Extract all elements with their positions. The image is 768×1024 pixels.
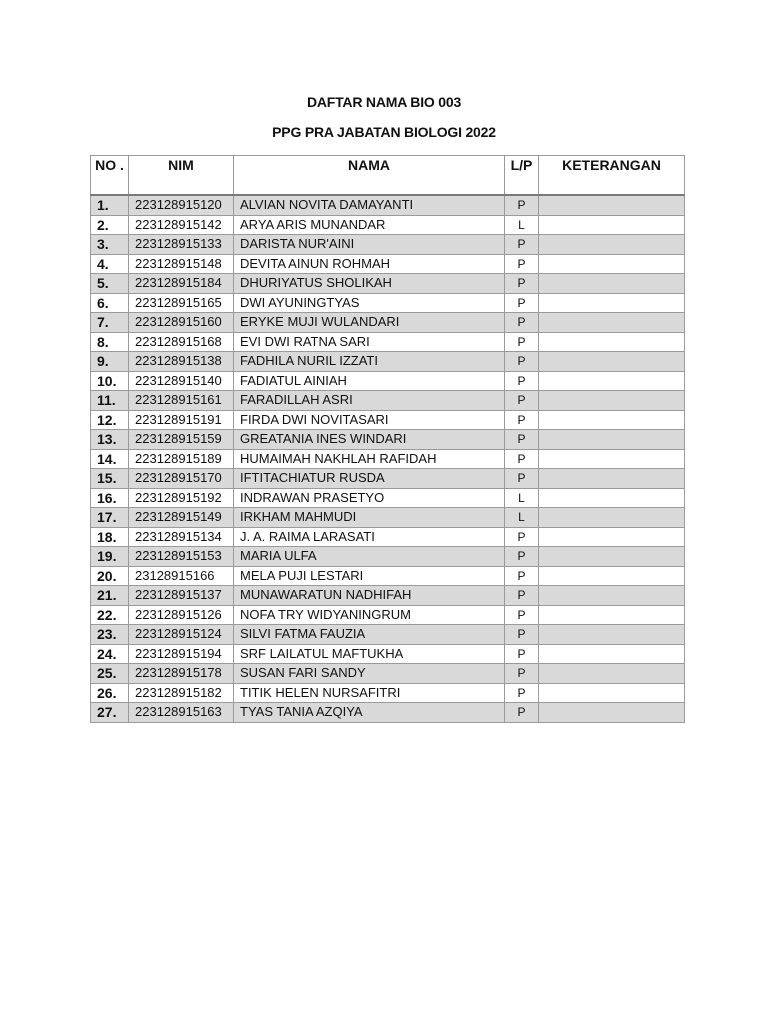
- student-gender: P: [505, 625, 539, 645]
- student-name: DHURIYATUS SHOLIKAH: [234, 274, 505, 294]
- row-number: 12.: [91, 410, 129, 430]
- student-remarks: [539, 371, 685, 391]
- table-row: [91, 274, 685, 294]
- student-remarks: [539, 508, 685, 528]
- row-number: 10.: [91, 371, 129, 391]
- student-name: SUSAN FARI SANDY: [234, 664, 505, 684]
- row-number: 27.: [91, 703, 129, 723]
- table-row: [91, 391, 685, 411]
- student-gender: L: [505, 488, 539, 508]
- student-gender: P: [505, 430, 539, 450]
- student-nim: 223128915137: [129, 586, 234, 606]
- student-nim: 223128915184: [129, 274, 234, 294]
- student-remarks: [539, 332, 685, 352]
- student-gender: P: [505, 410, 539, 430]
- table-row: [91, 547, 685, 567]
- header-nim: NIM: [129, 156, 234, 196]
- row-number: 11.: [91, 391, 129, 411]
- row-number: 5.: [91, 274, 129, 294]
- student-nim: 223128915140: [129, 371, 234, 391]
- student-gender: P: [505, 644, 539, 664]
- table-row: [91, 313, 685, 333]
- student-remarks: [539, 527, 685, 547]
- row-number: 19.: [91, 547, 129, 567]
- table-row: [91, 449, 685, 469]
- row-number: 1.: [91, 195, 129, 215]
- student-name: MARIA ULFA: [234, 547, 505, 567]
- table-row: [91, 293, 685, 313]
- student-remarks: [539, 683, 685, 703]
- student-nim: 223128915153: [129, 547, 234, 567]
- student-nim: 223128915160: [129, 313, 234, 333]
- table-row: [91, 254, 685, 274]
- table-row: [91, 703, 685, 723]
- student-name: HUMAIMAH NAKHLAH RAFIDAH: [234, 449, 505, 469]
- table-row: [91, 644, 685, 664]
- table-row: [91, 586, 685, 606]
- row-number: 17.: [91, 508, 129, 528]
- header-no: NO .: [91, 156, 129, 196]
- row-number: 8.: [91, 332, 129, 352]
- student-remarks: [539, 586, 685, 606]
- student-name: MELA PUJI LESTARI: [234, 566, 505, 586]
- table-row: [91, 469, 685, 489]
- row-number: 6.: [91, 293, 129, 313]
- student-remarks: [539, 430, 685, 450]
- student-remarks: [539, 293, 685, 313]
- row-number: 9.: [91, 352, 129, 372]
- student-gender: P: [505, 254, 539, 274]
- table-row: [91, 410, 685, 430]
- student-gender: P: [505, 527, 539, 547]
- student-remarks: [539, 605, 685, 625]
- table-row: [91, 488, 685, 508]
- row-number: 20.: [91, 566, 129, 586]
- student-nim: 223128915134: [129, 527, 234, 547]
- student-name: IRKHAM MAHMUDI: [234, 508, 505, 528]
- student-nim: 223128915149: [129, 508, 234, 528]
- student-name: INDRAWAN PRASETYO: [234, 488, 505, 508]
- student-remarks: [539, 664, 685, 684]
- student-name: EVI DWI RATNA SARI: [234, 332, 505, 352]
- table-row: [91, 332, 685, 352]
- student-remarks: [539, 274, 685, 294]
- student-nim: 223128915170: [129, 469, 234, 489]
- student-remarks: [539, 449, 685, 469]
- student-name: DWI AYUNINGTYAS: [234, 293, 505, 313]
- student-name: ALVIAN NOVITA DAMAYANTI: [234, 195, 505, 215]
- student-gender: P: [505, 391, 539, 411]
- student-gender: P: [505, 469, 539, 489]
- student-gender: P: [505, 547, 539, 567]
- student-name: ERYKE MUJI WULANDARI: [234, 313, 505, 333]
- student-nim: 223128915142: [129, 215, 234, 235]
- student-nim: 223128915163: [129, 703, 234, 723]
- student-gender: P: [505, 703, 539, 723]
- document-title: DAFTAR NAMA BIO 003: [306, 94, 462, 110]
- student-gender: P: [505, 235, 539, 255]
- student-remarks: [539, 566, 685, 586]
- student-gender: P: [505, 566, 539, 586]
- student-nim: 223128915126: [129, 605, 234, 625]
- student-nim: 223128915182: [129, 683, 234, 703]
- row-number: 13.: [91, 430, 129, 450]
- student-name: FARADILLAH ASRI: [234, 391, 505, 411]
- student-name: SILVI FATMA FAUZIA: [234, 625, 505, 645]
- student-nim: 223128915168: [129, 332, 234, 352]
- student-nim: 223128915124: [129, 625, 234, 645]
- student-gender: P: [505, 352, 539, 372]
- student-remarks: [539, 391, 685, 411]
- student-remarks: [539, 215, 685, 235]
- student-remarks: [539, 195, 685, 215]
- student-remarks: [539, 547, 685, 567]
- row-number: 15.: [91, 469, 129, 489]
- student-roster-table: [90, 155, 685, 723]
- student-nim: 223128915178: [129, 664, 234, 684]
- student-name: DARISTA NUR'AINI: [234, 235, 505, 255]
- row-number: 23.: [91, 625, 129, 645]
- row-number: 14.: [91, 449, 129, 469]
- table-row: [91, 508, 685, 528]
- student-remarks: [539, 625, 685, 645]
- student-gender: P: [505, 449, 539, 469]
- table-row: [91, 527, 685, 547]
- student-gender: P: [505, 605, 539, 625]
- student-name: ARYA ARIS MUNANDAR: [234, 215, 505, 235]
- row-number: 25.: [91, 664, 129, 684]
- student-remarks: [539, 254, 685, 274]
- student-gender: P: [505, 293, 539, 313]
- student-remarks: [539, 644, 685, 664]
- table-row: [91, 235, 685, 255]
- student-gender: P: [505, 313, 539, 333]
- document-subtitle: PPG PRA JABATAN BIOLOGI 2022: [272, 124, 496, 140]
- student-nim: 223128915120: [129, 195, 234, 215]
- student-nim: 223128915159: [129, 430, 234, 450]
- student-nim: 23128915166: [129, 566, 234, 586]
- row-number: 4.: [91, 254, 129, 274]
- table-row: [91, 352, 685, 372]
- student-name: TITIK HELEN NURSAFITRI: [234, 683, 505, 703]
- student-remarks: [539, 410, 685, 430]
- student-gender: P: [505, 332, 539, 352]
- student-nim: 223128915165: [129, 293, 234, 313]
- row-number: 18.: [91, 527, 129, 547]
- student-nim: 223128915194: [129, 644, 234, 664]
- student-name: FIRDA DWI NOVITASARI: [234, 410, 505, 430]
- student-name: SRF LAILATUL MAFTUKHA: [234, 644, 505, 664]
- student-nim: 223128915192: [129, 488, 234, 508]
- student-nim: 223128915161: [129, 391, 234, 411]
- student-nim: 223128915191: [129, 410, 234, 430]
- table-row: [91, 371, 685, 391]
- row-number: 16.: [91, 488, 129, 508]
- student-gender: P: [505, 586, 539, 606]
- student-remarks: [539, 235, 685, 255]
- student-name: FADIATUL AINIAH: [234, 371, 505, 391]
- student-name: DEVITA AINUN ROHMAH: [234, 254, 505, 274]
- student-gender: P: [505, 664, 539, 684]
- student-name: J. A. RAIMA LARASATI: [234, 527, 505, 547]
- student-name: MUNAWARATUN NADHIFAH: [234, 586, 505, 606]
- header-lp: L/P: [505, 156, 539, 196]
- student-nim: 223128915133: [129, 235, 234, 255]
- student-remarks: [539, 469, 685, 489]
- student-gender: P: [505, 371, 539, 391]
- student-name: GREATANIA INES WINDARI: [234, 430, 505, 450]
- table-row: [91, 664, 685, 684]
- student-remarks: [539, 352, 685, 372]
- table-row: [91, 215, 685, 235]
- student-gender: L: [505, 215, 539, 235]
- student-gender: P: [505, 195, 539, 215]
- student-nim: 223128915148: [129, 254, 234, 274]
- table-row: [91, 430, 685, 450]
- table-body: [91, 195, 685, 722]
- header-row: [91, 156, 685, 196]
- table-row: [91, 566, 685, 586]
- table-row: [91, 625, 685, 645]
- student-gender: L: [505, 508, 539, 528]
- table-header: [91, 156, 685, 196]
- student-name: NOFA TRY WIDYANINGRUM: [234, 605, 505, 625]
- student-gender: P: [505, 274, 539, 294]
- student-nim: 223128915138: [129, 352, 234, 372]
- student-name: FADHILA NURIL IZZATI: [234, 352, 505, 372]
- student-gender: P: [505, 683, 539, 703]
- row-number: 2.: [91, 215, 129, 235]
- student-nim: 223128915189: [129, 449, 234, 469]
- row-number: 21.: [91, 586, 129, 606]
- table-row: [91, 683, 685, 703]
- header-keterangan: KETERANGAN: [539, 156, 685, 196]
- row-number: 24.: [91, 644, 129, 664]
- table-row: [91, 195, 685, 215]
- header-nama: NAMA: [234, 156, 505, 196]
- row-number: 7.: [91, 313, 129, 333]
- student-name: TYAS TANIA AZQIYA: [234, 703, 505, 723]
- student-remarks: [539, 703, 685, 723]
- student-remarks: [539, 313, 685, 333]
- row-number: 22.: [91, 605, 129, 625]
- table-row: [91, 605, 685, 625]
- row-number: 3.: [91, 235, 129, 255]
- student-name: IFTITACHIATUR RUSDA: [234, 469, 505, 489]
- student-remarks: [539, 488, 685, 508]
- row-number: 26.: [91, 683, 129, 703]
